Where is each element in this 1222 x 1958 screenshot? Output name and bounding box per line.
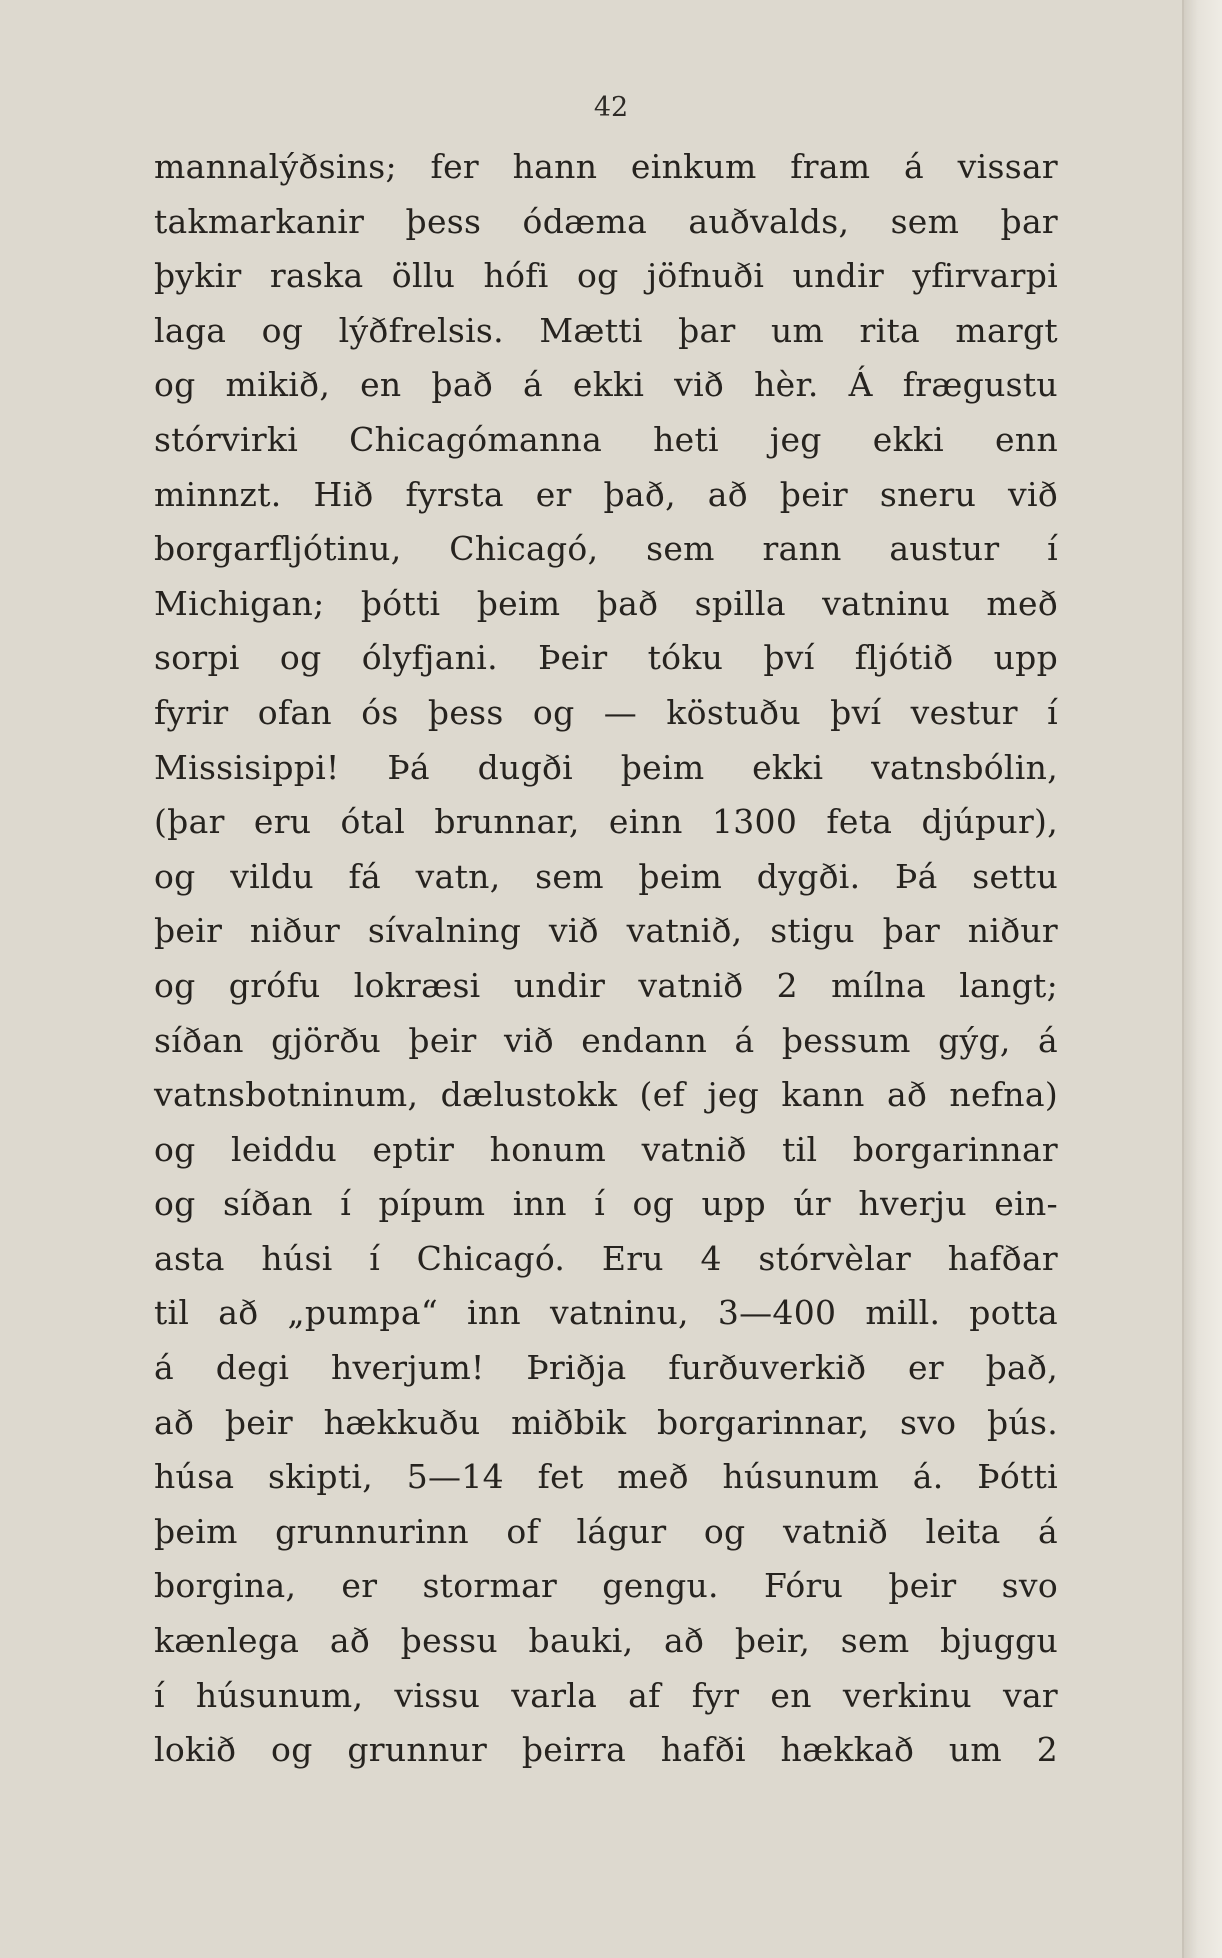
text-line: sorpi og ólyfjani. Þeir tóku því fljótið upp	[154, 638, 1058, 678]
text-line: Missisippi! Þá dugði þeim ekki vatnsbólin,	[154, 747, 1058, 787]
text-line: til að „pumpa“ inn vatninu, 3—400 mill. potta	[154, 1293, 1058, 1333]
text-line: þeir niður sívalning við vatnið, stigu þar niður	[154, 911, 1058, 951]
text-line: í húsunum, vissu varla af fyr en verkinu var	[154, 1675, 1058, 1715]
text-line: að þeir hækkuðu miðbik borgarinnar, svo þús.	[154, 1402, 1058, 1442]
text-line: húsa skipti, 5—14 fet með húsunum á. Þótti	[154, 1457, 1058, 1497]
text-line: kænlega að þessu bauki, að þeir, sem bjuggu	[154, 1621, 1058, 1661]
text-line: mannalýðsins; fer hann einkum fram á vissar	[154, 147, 1058, 186]
body-text	[154, 140, 1058, 1778]
text-line: og grófu lokræsi undir vatnið 2 mílna langt;	[154, 965, 1058, 1005]
text-line: þykir raska öllu hófi og jöfnuði undir yfirvarpi	[154, 256, 1058, 296]
text-line: Michigan; þótti þeim það spilla vatninu með	[154, 583, 1058, 623]
text-line: minnzt. Hið fyrsta er það, að þeir sneru við	[154, 474, 1058, 514]
text-line: og leiddu eptir honum vatnið til borgarinnar	[154, 1129, 1058, 1169]
text-line: þeim grunnurinn of lágur og vatnið leita á	[154, 1511, 1058, 1551]
page-number: 42	[593, 92, 629, 123]
text-line: og vildu fá vatn, sem þeim dygði. Þá settu	[154, 856, 1058, 896]
text-line: og síðan í pípum inn í og upp úr hverju ein-	[154, 1184, 1058, 1224]
text-line: fyrir ofan ós þess og — köstuðu því vestur í	[154, 692, 1058, 732]
text-line: borgarfljótinu, Chicagó, sem rann austur í	[154, 529, 1058, 569]
text-line: lokið og grunnur þeirra hafði hækkað um 2	[154, 1730, 1058, 1770]
text-line: laga og lýðfrelsis. Mætti þar um rita margt	[154, 310, 1058, 350]
page-edge	[1182, 0, 1222, 1958]
text-line: takmarkanir þess ódæma auðvalds, sem þar	[154, 201, 1058, 241]
text-line: síðan gjörðu þeir við endann á þessum gýg, á	[154, 1020, 1058, 1060]
text-line: vatnsbotninum, dælustokk (ef jeg kann að nefna)	[154, 1075, 1058, 1115]
text-line: stórvirki Chicagómanna heti jeg ekki enn	[154, 419, 1058, 459]
text-line: (þar eru ótal brunnar, einn 1300 feta djúpur),	[154, 802, 1058, 842]
text-line: og mikið, en það á ekki við hèr. Á frægustu	[154, 365, 1058, 405]
text-line: á degi hverjum! Þriðja furðuverkið er það,	[154, 1348, 1058, 1388]
text-line: borgina, er stormar gengu. Fóru þeir svo	[154, 1566, 1058, 1606]
text-line: asta húsi í Chicagó. Eru 4 stórvèlar hafðar	[154, 1238, 1058, 1278]
